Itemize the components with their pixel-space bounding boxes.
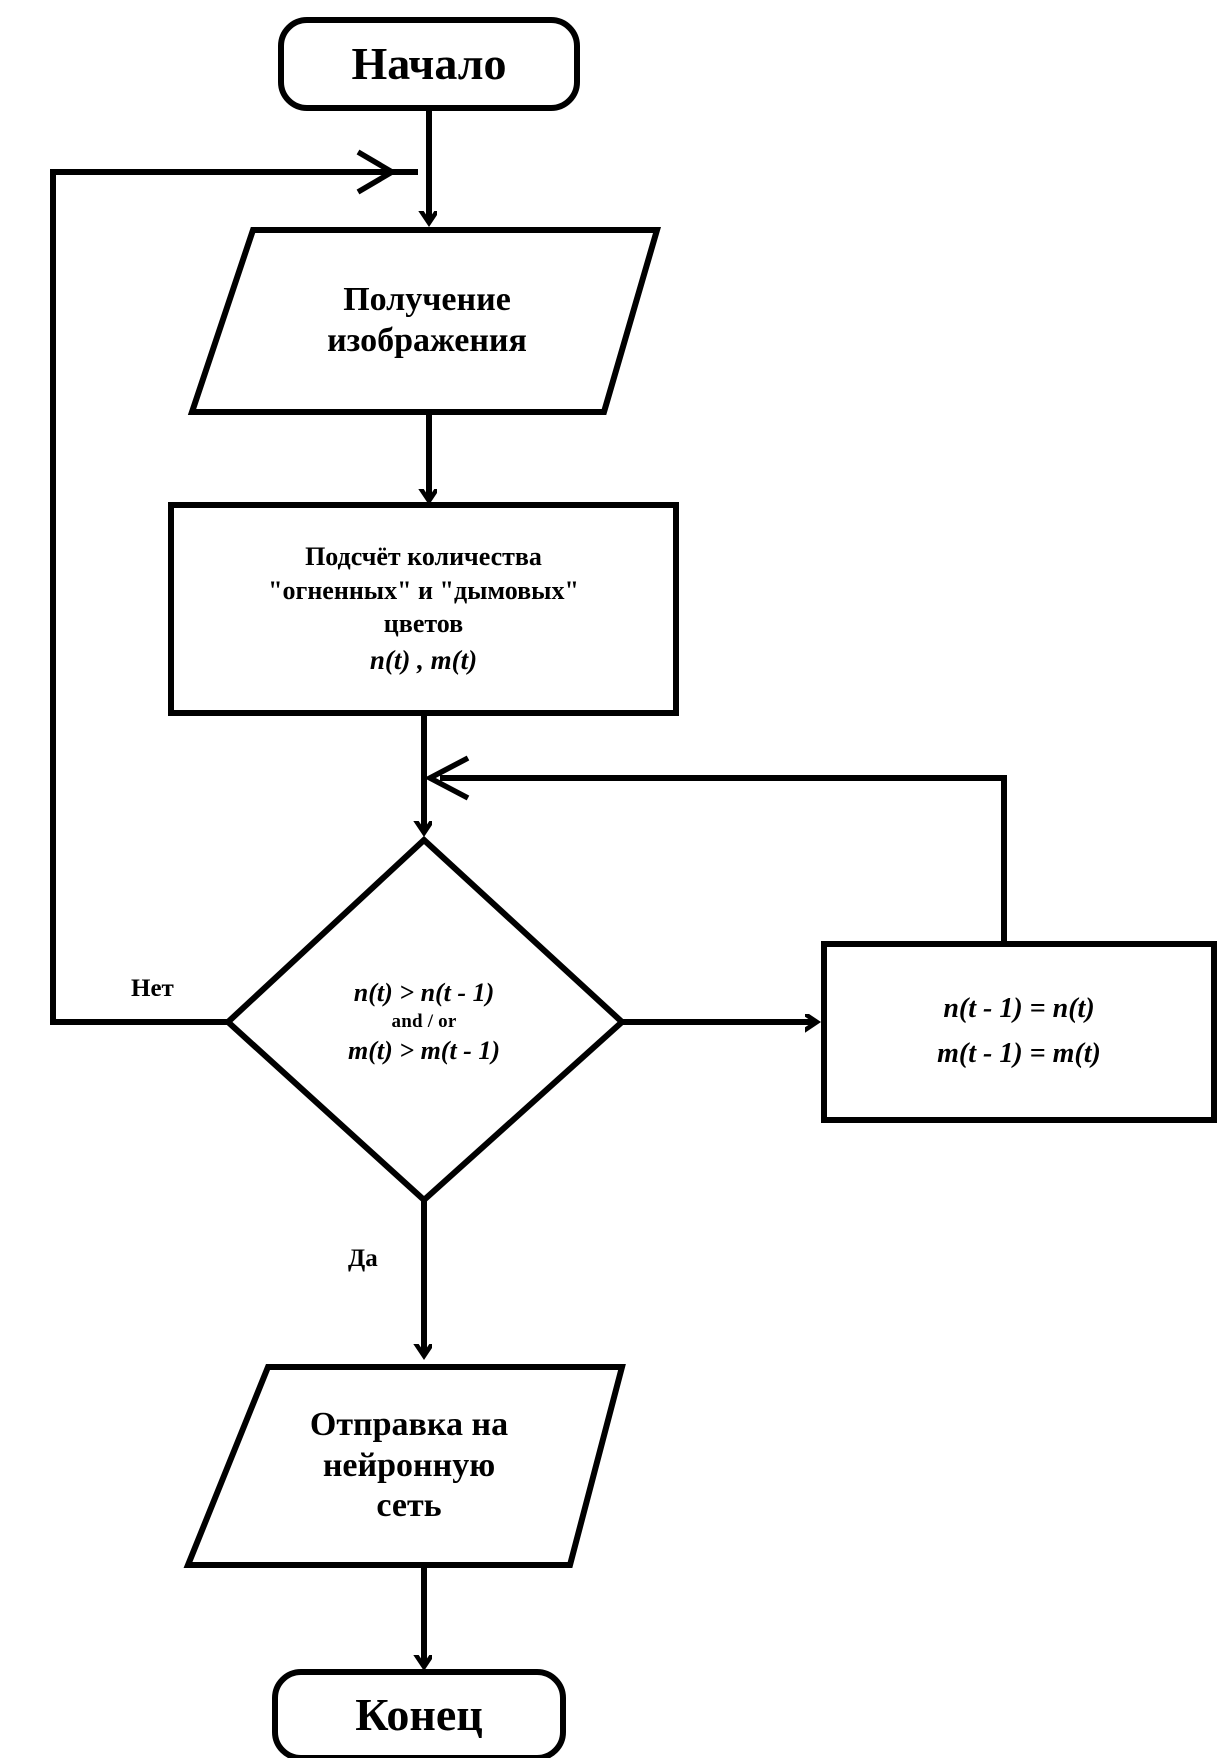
no-text: Нет (131, 975, 174, 1002)
assign-line1: n(t - 1) = n(t) (943, 993, 1095, 1025)
shape-condition-diamond (228, 840, 622, 1200)
shape-send-nn-parallelogram (188, 1367, 622, 1565)
count-colors-line2: "огненных" и "дымовых" (268, 575, 579, 605)
shape-end-terminal (275, 1672, 563, 1758)
get-image-line1: Получение (343, 281, 511, 319)
shape-get-image-parallelogram (192, 230, 657, 412)
send-nn-line3: сеть (376, 1487, 442, 1525)
start-text: Начало (351, 37, 507, 89)
yes-text: Да (348, 1245, 378, 1272)
condition-line2: and / or (391, 1010, 457, 1032)
count-colors-line1: Подсчёт количества (305, 542, 542, 572)
condition-line1: n(t) > n(t - 1) (353, 977, 495, 1007)
send-nn-line2: нейронную (322, 1446, 496, 1484)
assign-line2: m(t - 1) = m(t) (937, 1038, 1101, 1069)
shape-start-terminal (281, 20, 577, 108)
count-colors-formula: n(t) , m(t) (369, 645, 478, 676)
count-colors-line3: цветов (383, 608, 464, 638)
end-text: Конец (355, 1688, 483, 1740)
shape-assign-rect (824, 944, 1214, 1120)
condition-line3: m(t) > m(t - 1) (347, 1036, 500, 1066)
shape-count-colors-rect (171, 505, 676, 713)
send-nn-line1: Отправка на (309, 1405, 509, 1443)
get-image-line2: изображения (327, 322, 527, 359)
edge-assign-back-to-decision (440, 778, 1004, 944)
